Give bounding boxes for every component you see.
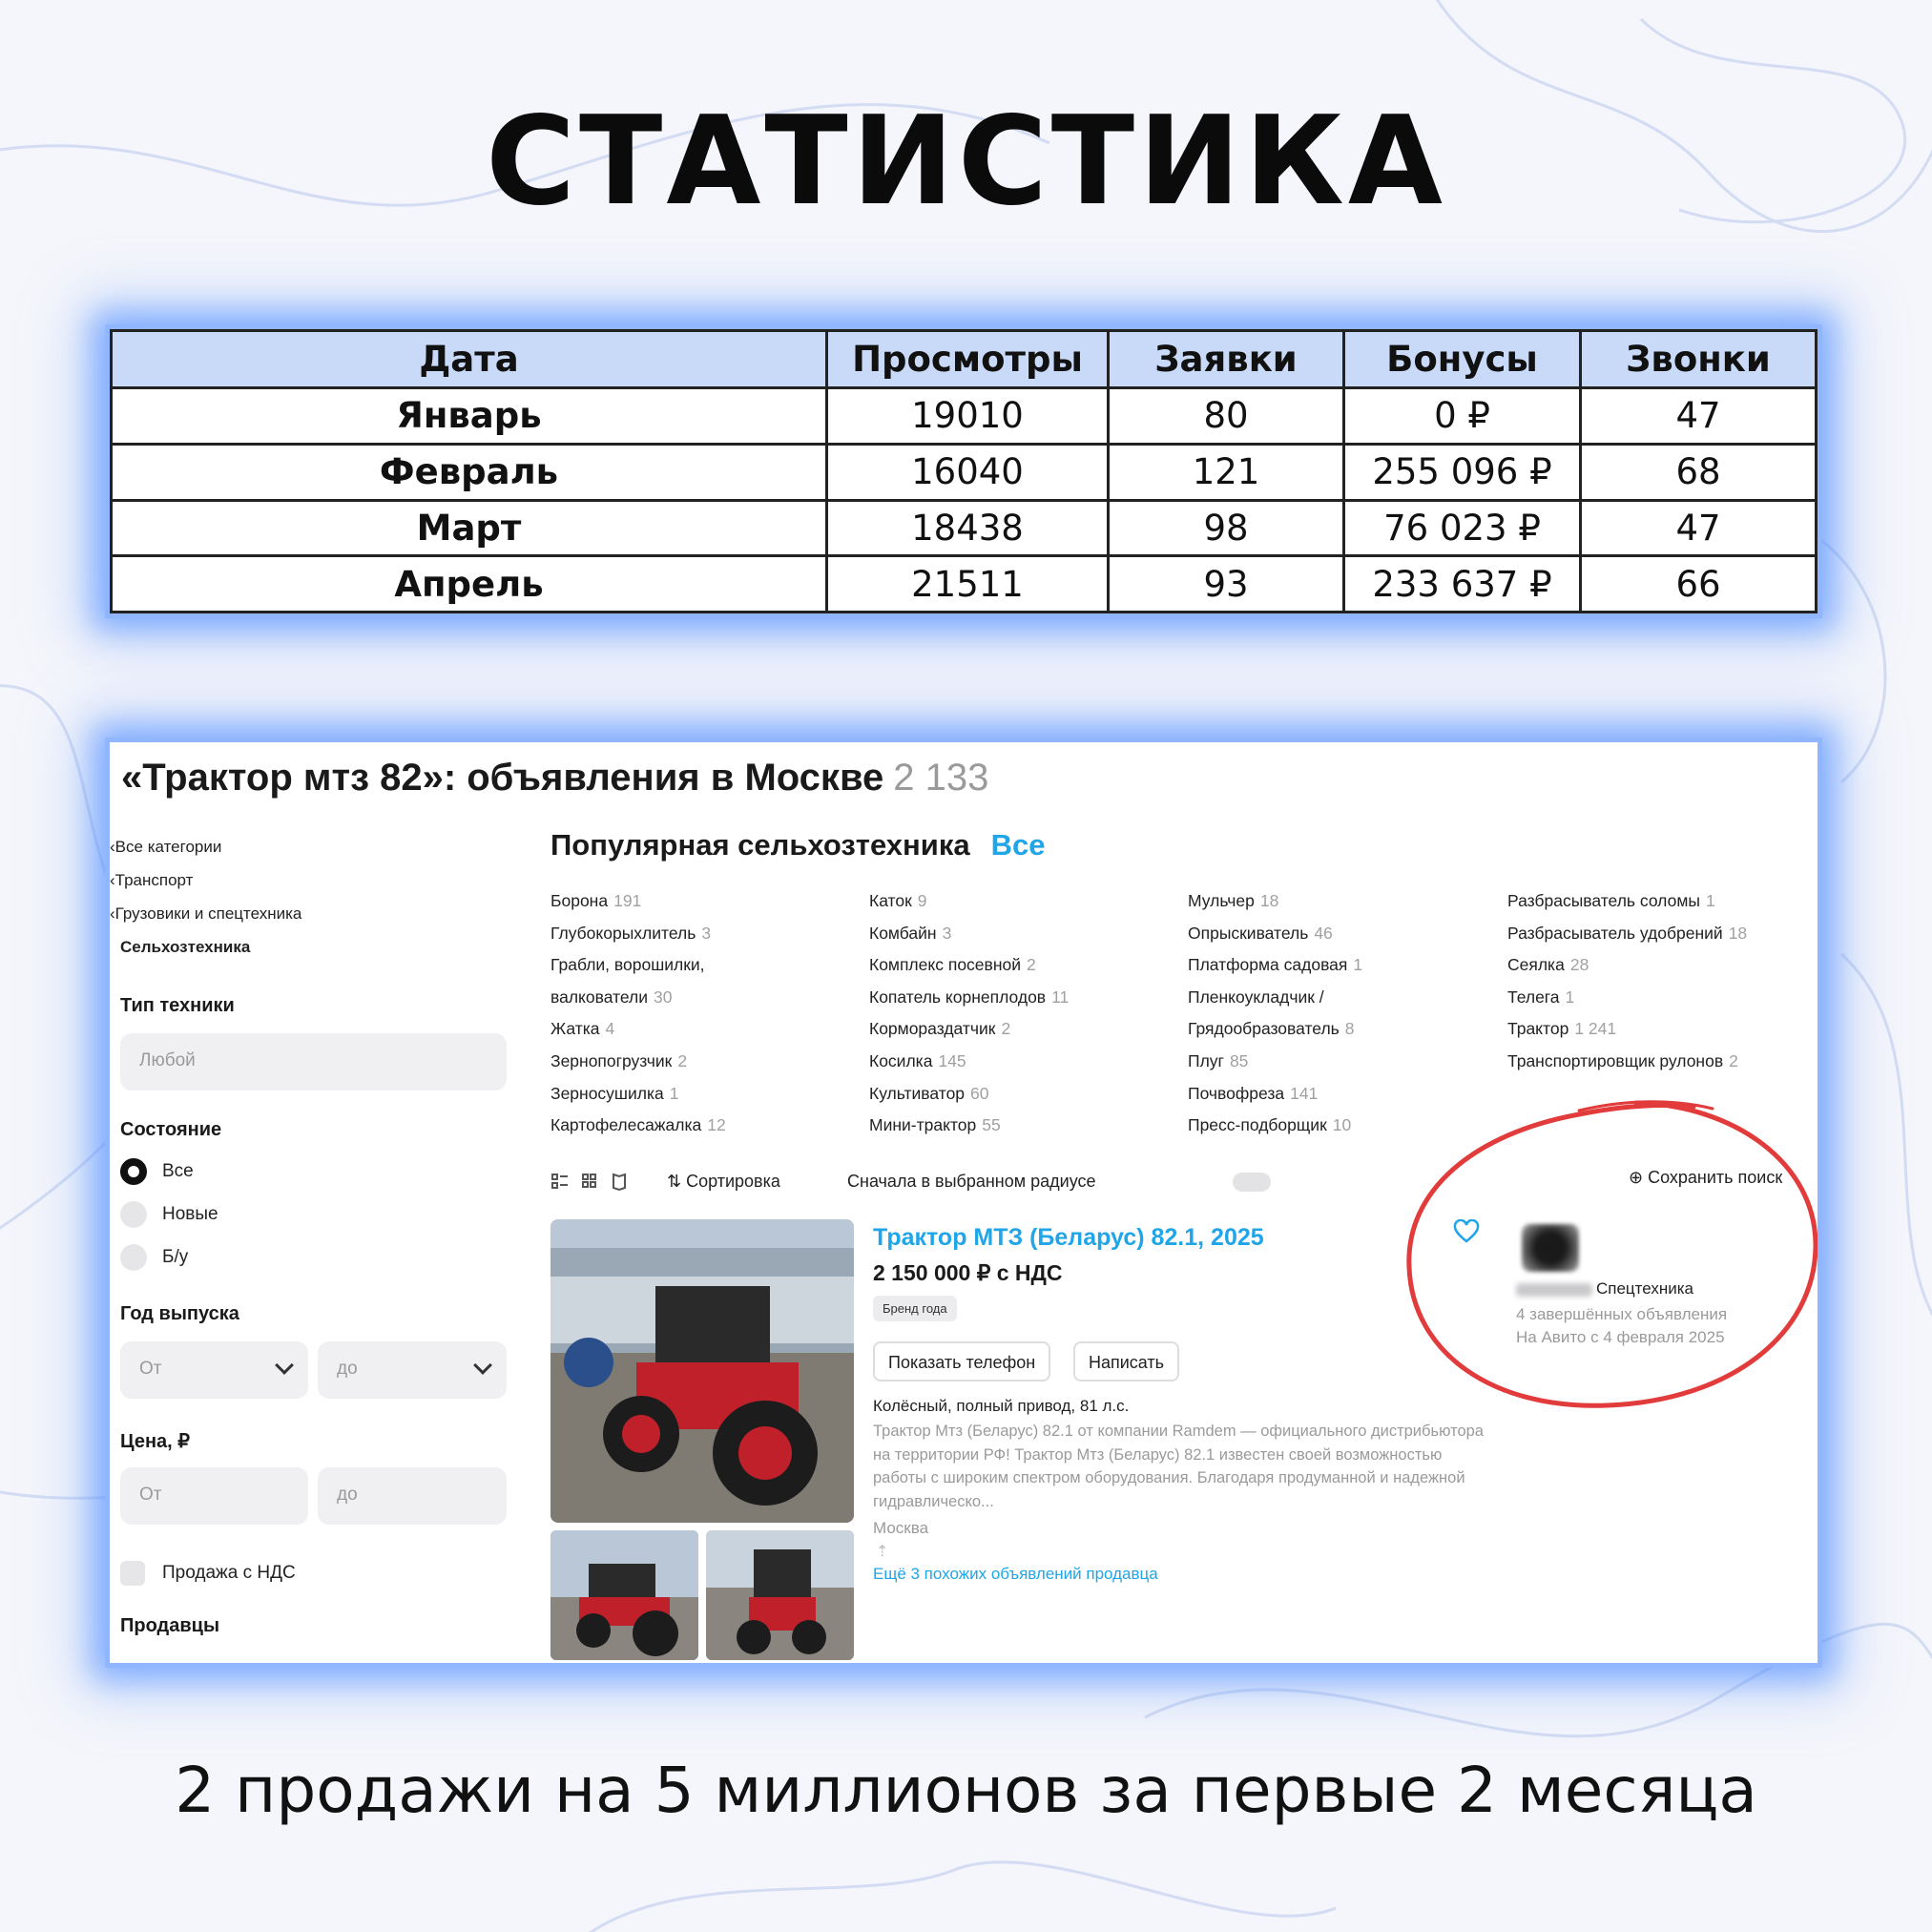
condition-radio-new[interactable]: Новые (120, 1201, 218, 1228)
month-cell: Апрель (112, 556, 827, 613)
category-link[interactable]: валкователи 30 (551, 987, 673, 1007)
radio-selected-icon (120, 1158, 147, 1185)
popular-all-link[interactable]: Все (990, 828, 1046, 862)
month-cell: Февраль (112, 444, 827, 500)
price-filter-label: Цена, ₽ (120, 1431, 191, 1452)
listing-screenshot (110, 742, 1818, 1663)
category-link[interactable]: Мульчер 18 (1188, 891, 1279, 910)
requests-cell: 80 (1109, 388, 1344, 445)
month-cell: Январь (112, 388, 827, 445)
more-from-seller-link[interactable]: Ещё 3 похожих объявлений продавца (873, 1565, 1158, 1583)
category-link[interactable]: Телега 1 (1507, 987, 1575, 1007)
tractor-photo (551, 1219, 854, 1523)
category-link[interactable]: Жатка 4 (551, 1019, 615, 1039)
stats-header-row (112, 331, 1817, 388)
table-row (112, 444, 1817, 500)
category-link[interactable]: Трактор 1 241 (1507, 1019, 1617, 1039)
category-link[interactable]: Комплекс посевной 2 (869, 955, 1036, 975)
views-cell: 21511 (827, 556, 1109, 613)
category-link[interactable]: Грабли, ворошилки, (551, 955, 705, 975)
chevron-down-icon (473, 1356, 492, 1375)
category-link[interactable]: Борона 191 (551, 891, 642, 910)
sellers-filter-label: Продавцы (120, 1615, 220, 1636)
views-cell: 16040 (827, 444, 1109, 500)
listing-city: Москва (873, 1519, 929, 1537)
category-link[interactable]: Опрыскиватель 46 (1188, 923, 1333, 943)
category-link[interactable]: Комбайн 3 (869, 923, 952, 943)
calls-cell: 68 (1581, 444, 1817, 500)
category-link[interactable]: Платформа садовая 1 (1188, 955, 1363, 975)
sort-dropdown[interactable]: ⇅ Сортировка (667, 1172, 780, 1191)
header-cell: Дата (112, 331, 827, 388)
chevron-down-icon (275, 1356, 294, 1375)
title-text: «Трактор мтз 82»: объявления в Москве (121, 757, 884, 799)
breadcrumb-item[interactable]: ‹Все категории (110, 838, 222, 856)
bonus-cell: 76 023 ₽ (1344, 500, 1581, 556)
calls-cell: 47 (1581, 388, 1817, 445)
year-from-select[interactable]: От (120, 1341, 308, 1399)
type-filter-label: Тип техники (120, 995, 235, 1016)
page-headline: СТАТИСТИКА (486, 91, 1446, 233)
year-to-select[interactable]: до (318, 1341, 507, 1399)
seller-since: На Авито с 4 февраля 2025 (1516, 1328, 1725, 1346)
condition-radio-used[interactable]: Б/у (120, 1244, 188, 1271)
category-link[interactable]: Пресс-подборщик 10 (1188, 1115, 1352, 1135)
category-link[interactable]: Копатель корнеплодов 11 (869, 987, 1070, 1007)
category-link[interactable]: Глубокорыхлитель 3 (551, 923, 712, 943)
seller-name[interactable]: Спецтехника (1516, 1279, 1693, 1298)
calls-cell: 66 (1581, 556, 1817, 613)
breadcrumb-current: Сельхозтехника (120, 938, 251, 956)
category-link[interactable]: Каток 9 (869, 891, 927, 910)
radio-icon (120, 1244, 147, 1271)
tractor-photo (706, 1530, 854, 1660)
listing-description: Трактор Мтз (Беларус) 82.1 от компании Ramdem — официального дистрибьютора на территории РФ! Трактор Мтз (Беларус) 82.1 известен своей возможностью работы с широким спектром оборудования. Благодаря продуманной и надежной гидравлическо... (873, 1423, 1484, 1510)
boost-arrow-icon: ⇡ (876, 1544, 889, 1560)
header-cell: Просмотры (827, 331, 1109, 388)
category-column (1188, 885, 1362, 1142)
bonus-cell: 255 096 ₽ (1344, 444, 1581, 500)
listing-spec: Колёсный, полный привод, 81 л.с. (873, 1397, 1130, 1415)
category-link[interactable]: Зернопогрузчик 2 (551, 1050, 688, 1070)
price-from-input[interactable]: От (120, 1467, 308, 1525)
category-link[interactable]: Пленкоукладчик / (1188, 987, 1324, 1007)
radius-toggle-label: Сначала в выбранном радиусе (847, 1172, 1096, 1191)
show-phone-button[interactable]: Показать телефон (873, 1341, 1050, 1381)
listing-title-link[interactable]: Трактор МТЗ (Беларус) 82.1, 2025 (873, 1224, 1264, 1251)
brand-badge: Бренд года (873, 1296, 957, 1321)
condition-radio-all[interactable]: Все (120, 1158, 194, 1185)
popular-heading: Популярная сельхозтехника Все (551, 828, 1046, 862)
results-count: 2 133 (893, 757, 989, 799)
view-mode-icons[interactable] (551, 1172, 646, 1193)
header-cell: Бонусы (1344, 331, 1581, 388)
year-filter-label: Год выпуска (120, 1303, 239, 1324)
seller-completed: 4 завершённых объявления (1516, 1305, 1728, 1323)
requests-cell: 98 (1109, 500, 1344, 556)
bonus-cell: 233 637 ₽ (1344, 556, 1581, 613)
condition-filter-label: Состояние (120, 1119, 222, 1140)
listing-price: 2 150 000 ₽ с НДС (873, 1260, 1063, 1285)
category-link[interactable]: Почвофреза 141 (1188, 1083, 1319, 1103)
category-link[interactable]: Грядообразователь 8 (1188, 1019, 1355, 1039)
category-link[interactable]: Культиватор 60 (869, 1083, 989, 1103)
category-link[interactable]: Зерносушилка 1 (551, 1083, 679, 1103)
search-results-title (121, 757, 988, 800)
breadcrumb-item[interactable]: ‹Грузовики и спецтехника (110, 904, 302, 923)
checkbox-icon (120, 1561, 145, 1586)
category-link[interactable]: Косилка 145 (869, 1050, 966, 1070)
month-cell: Март (112, 500, 827, 556)
views-cell: 19010 (827, 388, 1109, 445)
table-row (112, 388, 1817, 445)
page-caption: 2 продажи на 5 миллионов за первые 2 месяца (175, 1754, 1757, 1827)
vat-checkbox[interactable]: Продажа с НДС (120, 1561, 296, 1586)
listing-thumbnail[interactable] (551, 1530, 698, 1660)
listing-main-photo[interactable] (551, 1219, 854, 1523)
radio-icon (120, 1201, 147, 1228)
category-link[interactable]: Разбрасыватель удобрений 18 (1507, 923, 1748, 943)
header-cell: Звонки (1581, 331, 1817, 388)
stats-table (110, 329, 1818, 613)
category-link[interactable]: Транспортировщик рулонов 2 (1507, 1050, 1738, 1070)
breadcrumb (110, 838, 301, 971)
category-link[interactable]: Разбрасыватель соломы 1 (1507, 891, 1715, 910)
listing-thumbnail[interactable] (706, 1530, 854, 1660)
category-column (1507, 885, 1747, 1078)
category-column (869, 885, 1069, 1142)
category-column (551, 885, 726, 1142)
category-link[interactable]: Сеялка 28 (1507, 955, 1589, 975)
category-link[interactable]: Кормораздатчик 2 (869, 1019, 1011, 1039)
tractor-photo (551, 1530, 698, 1660)
save-search-button[interactable]: ⊕ Сохранить поиск (1629, 1168, 1783, 1187)
requests-cell: 93 (1109, 556, 1344, 613)
stats-table-card (110, 329, 1818, 613)
bonus-cell: 0 ₽ (1344, 388, 1581, 445)
category-link[interactable]: Картофелесажалка 12 (551, 1115, 726, 1135)
type-select[interactable]: Любой (120, 1033, 507, 1091)
breadcrumb-item[interactable]: ‹Транспорт (110, 871, 194, 889)
red-annotation-circle (1388, 1086, 1818, 1448)
table-row (112, 556, 1817, 613)
category-link[interactable]: Плуг 85 (1188, 1050, 1249, 1070)
write-button[interactable]: Написать (1073, 1341, 1179, 1381)
calls-cell: 47 (1581, 500, 1817, 556)
requests-cell: 121 (1109, 444, 1344, 500)
price-to-input[interactable]: до (318, 1467, 507, 1525)
table-row (112, 500, 1817, 556)
radius-toggle[interactable] (1233, 1173, 1271, 1192)
category-link[interactable]: Мини-трактор 55 (869, 1115, 1001, 1135)
header-cell: Заявки (1109, 331, 1344, 388)
views-cell: 18438 (827, 500, 1109, 556)
